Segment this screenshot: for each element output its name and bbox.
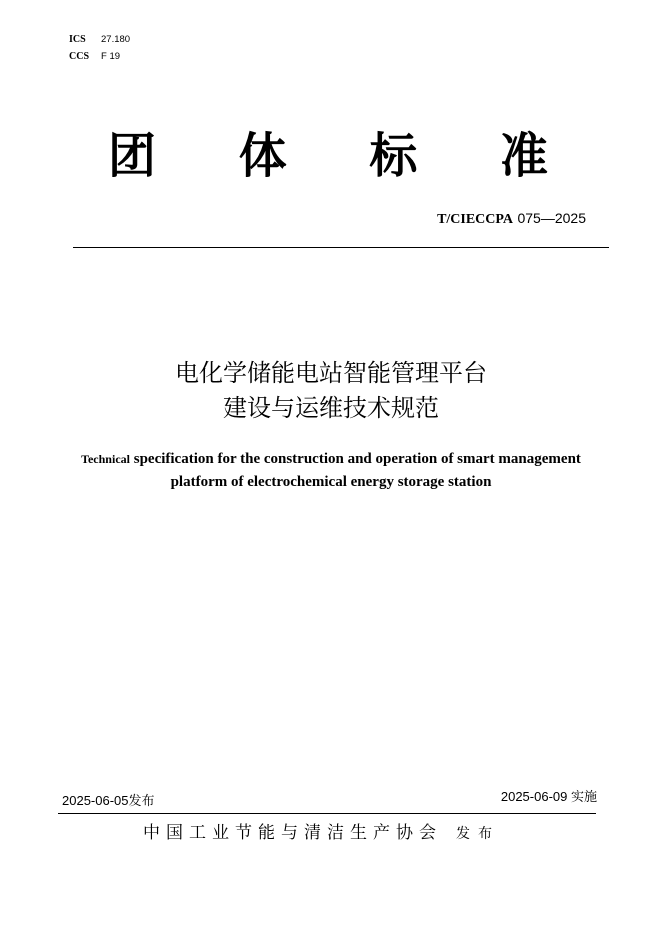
standard-type-char: 标 [369, 128, 418, 184]
standard-type-char: 体 [238, 128, 287, 184]
title-en-line2: platform of electrochemical energy storage station [170, 474, 492, 490]
header-divider [73, 247, 609, 248]
title-cn-line2: 建设与运维技术规范 [223, 394, 439, 422]
standard-type-heading [108, 128, 548, 184]
footer-divider [58, 813, 596, 814]
implement-date [501, 789, 597, 806]
implement-date-value: 2025-06-09 [500, 789, 568, 804]
publish-date-value: 2025-06-05 [62, 793, 129, 808]
publish-date-label: 发布 [128, 794, 155, 809]
standard-number [437, 209, 586, 229]
ics-value: 27.180 [101, 34, 131, 45]
publisher-issue-label: 发布 [456, 826, 500, 842]
title-en-line1-rest: specification for the construction and operation of smart management [133, 451, 581, 467]
ics-label: ICS [69, 34, 86, 45]
publisher [143, 822, 500, 845]
standard-number-prefix: T/CIECCPA [437, 212, 514, 227]
ccs-code [69, 51, 120, 63]
implement-date-label: 实施 [570, 790, 597, 805]
ccs-label: CCS [69, 51, 90, 62]
ics-code [69, 34, 130, 46]
publish-date [62, 793, 155, 810]
title-en-first-word: Technical [81, 452, 130, 466]
title-en-line1 [0, 449, 662, 469]
publisher-name: 中国工业节能与清洁生产协会 [143, 823, 442, 843]
title-cn-line1: 电化学储能电站智能管理平台 [175, 359, 487, 387]
ccs-value: F 19 [101, 51, 121, 62]
standard-number-value: 075—2025 [517, 210, 586, 226]
standard-type-char: 准 [499, 128, 548, 184]
standard-type-char: 团 [108, 128, 157, 184]
